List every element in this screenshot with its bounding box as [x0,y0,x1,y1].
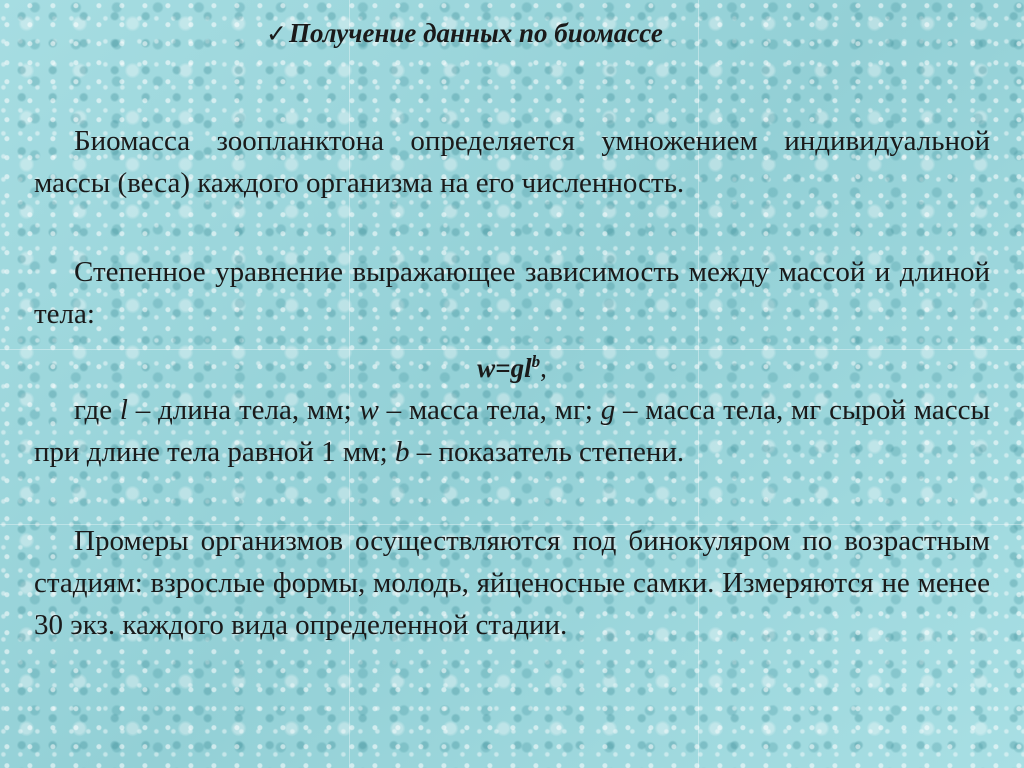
formula-comma: , [540,353,547,383]
paragraph-variable-definitions [34,389,990,473]
slide-title-text: Получение данных по биомассе [288,18,663,48]
definitions-text: – масса тела, мг сырой массы при длине тела равной 1 мм; [34,394,990,468]
definitions-text: – показатель степени. [409,436,685,468]
paragraph-power-equation: Степенное уравнение выражающее зависимость между массой и длиной тела: [34,256,990,330]
paragraph-biomass-definition: Биомасса зоопланктона определяется умножением индивидуальной массы (веса) каждого организма на его численность. [34,125,990,199]
variable-w: w [359,394,379,426]
variable-g: g [600,394,616,426]
formula-exponent: b [531,352,541,371]
paragraph-measurements: Промеры организмов осуществляются под бинокуляром по возрастным стадиям: взрослые формы, молодь, яйценосные самки. Измеряются не менее 30 экз. каждого вида определенной стадии. [34,525,990,641]
checkmark-icon: ✓ [266,21,287,48]
definitions-text: – длина тела, мм; [127,394,360,426]
formula [0,342,1024,388]
definitions-text: где [74,394,120,426]
slide-title [266,18,786,49]
variable-l: l [119,394,128,426]
formula-base: w=gl [477,353,532,383]
variable-b: b [394,436,410,468]
definitions-text: – масса тела, мг; [378,394,601,426]
